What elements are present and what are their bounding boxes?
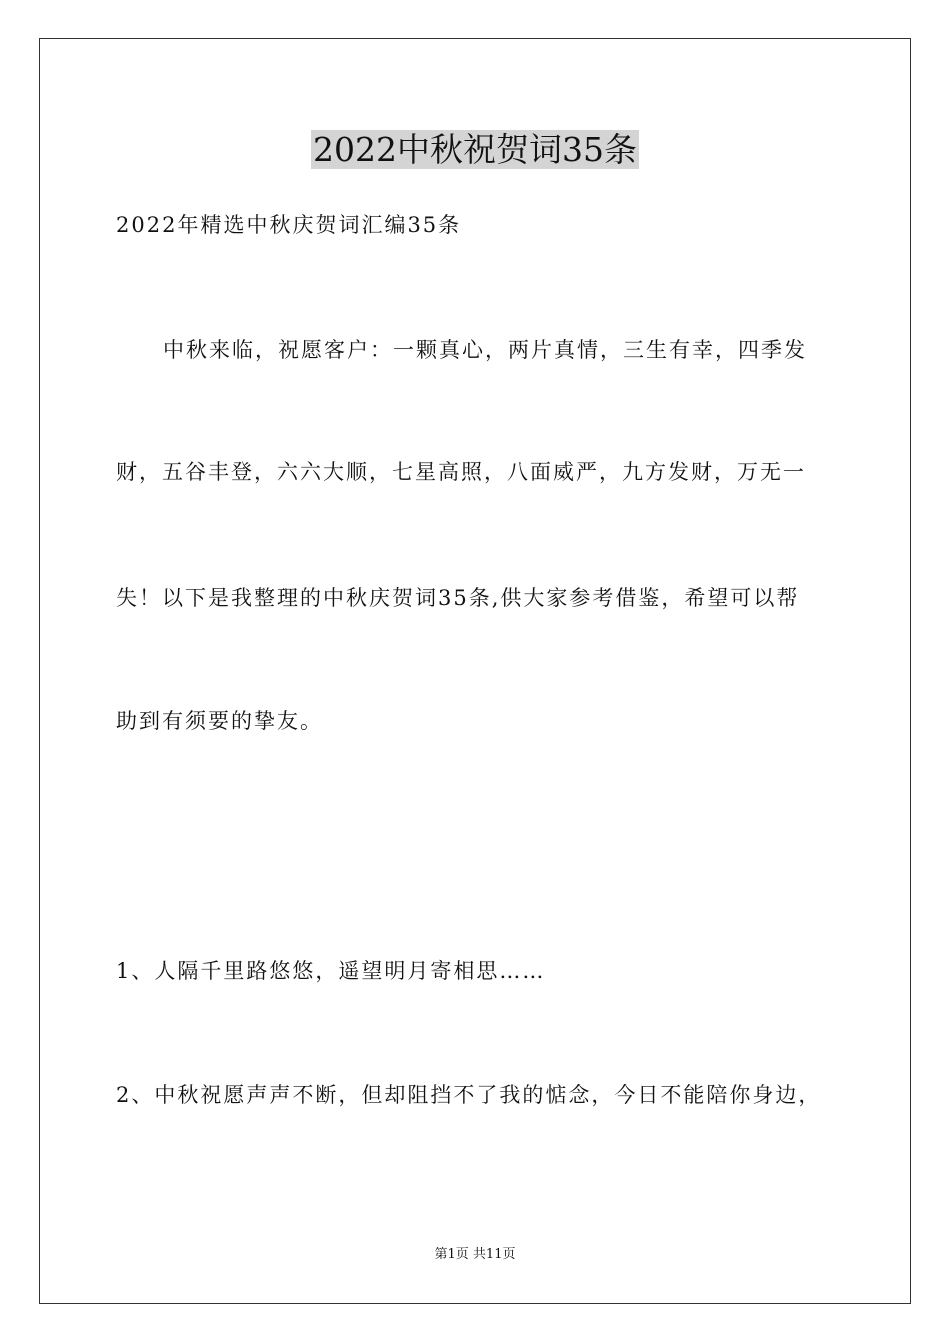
document-title-text: 2022中秋祝贺词35条	[313, 130, 637, 169]
list-item-1: 1、人隔千里路悠悠，遥望明月寄相思……	[116, 959, 546, 983]
paragraph-line-2: 财，五谷丰登，六六大顺，七星高照，八面威严，九方发财，万无一	[116, 460, 806, 484]
paragraph-line-1: 中秋来临，祝愿客户：一颗真心，两片真情，三生有幸，四季发	[163, 338, 807, 362]
paragraph-line-3: 失！以下是我整理的中秋庆贺词35条,供大家参考借鉴，希望可以帮	[116, 586, 800, 610]
paragraph-line-4: 助到有须要的挚友。	[116, 709, 323, 733]
list-item-2: 2、中秋祝愿声声不断，但却阻挡不了我的惦念，今日不能陪你身边，	[116, 1083, 822, 1107]
document-subtitle: 2022年精选中秋庆贺词汇编35条	[116, 213, 462, 237]
page-footer: 第1页 共11页	[434, 1247, 516, 1262]
document-title	[0, 128, 950, 172]
